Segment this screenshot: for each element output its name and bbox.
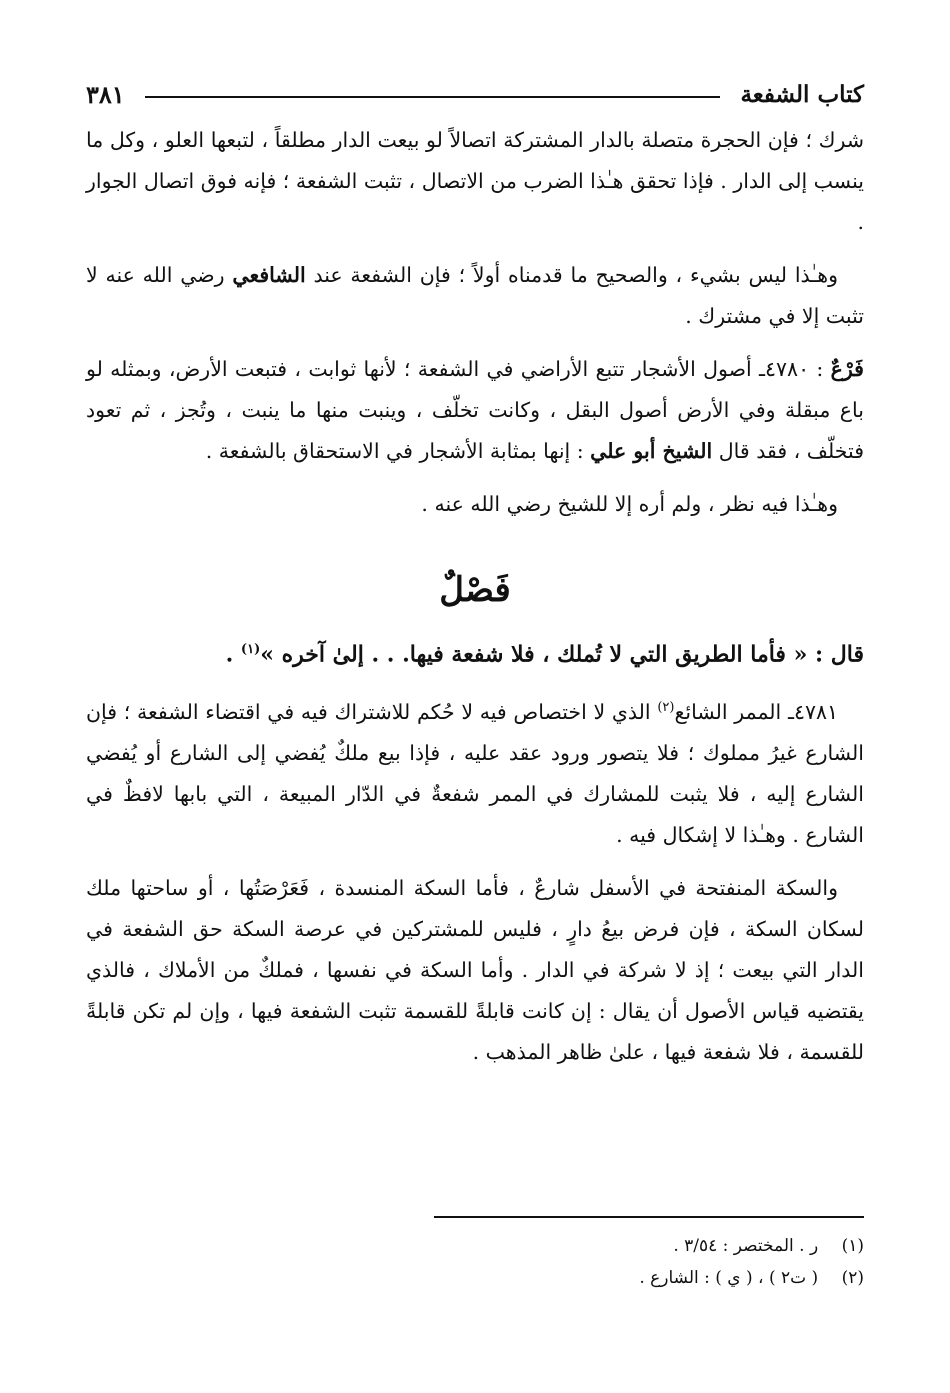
paragraph-3-part-b: : إنها بمثابة الأشجار في الاستحقاق بالشفعة . (205, 439, 584, 463)
footnote-ref-2: (٢) (657, 700, 675, 716)
main-text (86, 120, 864, 1085)
paragraph-5 (86, 687, 864, 856)
paragraph-4: وهـٰذا فيه نظر ، ولم أره إلا للشيخ رضي الله عنه . (421, 492, 838, 516)
paragraph-2-part-a: وهـٰذا ليس بشيء ، والصحيح ما قدمناه أولاً ؛ فإن الشفعة عند (313, 263, 838, 287)
paragraph-2 (86, 255, 864, 337)
paragraph-3 (86, 349, 864, 472)
paragraph-3-part-a: : ٤٧٨٠ـ أصول الأشجار تتبع الأراضي في الشفعة ؛ لأنها ثوابت ، فتبعت الأرض، وبمثله لو باع مبقلة وفي الأرض أصول البقل ، وكانت تخلّف ، وينبت منها ما ينبت ، وتُجز ، ثم تعود فتخلّف ، فقد قال (86, 357, 864, 463)
footnote-2-number: (٢) (841, 1268, 864, 1288)
quoted-statement-end: . (225, 641, 241, 668)
footnote-1-text: ر . المختصر : ٣/٥٤ . (673, 1236, 819, 1256)
footnote-separator (434, 1216, 864, 1218)
footnote-2 (86, 1262, 864, 1294)
quoted-statement (86, 629, 864, 675)
quoted-statement-text: قال : « فأما الطريق التي لا تُملك ، فلا شفعة فيها. . . إلىٰ آخره » (260, 641, 864, 668)
paragraph-6: والسكة المنفتحة في الأسفل شارعٌ ، فأما السكة المنسدة ، فَعَرْصَتُها ، أو ساحتها ملك لسكان السكة ، فإن فرض بيعُ دارٍ ، فليس للمشتركين في عرصة السكة حق الشفعة في الدار التي بيعت ؛ إذ لا شركة في الدار . وأما السكة في نفسها ، فملكٌ من الأملاك ، فالذي يقتضيه قياس الأصول أن يقال : إن كانت قابلةً للقسمة تثبت الشفعة فيها ، وإن لم تكن قابلةً للقسمة ، فلا شفعة فيها ، علىٰ ظاهر المذهب . (86, 876, 864, 1065)
scholar-name-shafii: الشافعي (232, 263, 306, 287)
paragraph-1: شرك ؛ فإن الحجرة متصلة بالدار المشتركة اتصالاً لو بيعت الدار مطلقاً ، لتبعها العلو ، وكل ما ينسب إلى الدار . فإذا تحقق هـٰذا الضرب من الاتصال ، تثبت الشفعة ؛ فإنه فوق اتصال الجوار . (86, 128, 864, 234)
book-title: كتاب الشفعة (740, 80, 864, 108)
far-label: فَرْعٌ (830, 357, 864, 381)
footnote-1 (86, 1230, 864, 1262)
footnote-2-text: ( ت٢ ) ، ( ي ) : الشارع . (639, 1268, 819, 1288)
paragraph-2-part-b: رضي الله عنه لا تثبت إلا في مشترك . (86, 263, 864, 328)
scholar-name-abu-ali: الشيخ أبو علي (590, 439, 713, 463)
footnote-1-number: (١) (841, 1236, 864, 1256)
running-header (86, 74, 864, 114)
header-rule (145, 96, 721, 98)
footnotes (86, 1230, 864, 1294)
paragraph-5-part-b: الذي لا اختصاص فيه لا حُكم للاشتراك فيه في اقتضاء الشفعة ؛ فإن الشارع غيرُ مملوك ؛ فلا يتصور ورود عقد عليه ، فإذا بيع ملكٌ يُفضي إلى الشارع أو يُفضي الشارع إليه ، فلا يثبت للمشارك في الممر شفعةٌ في الدّار المبيعة ، التي بابها لافظٌ في الشارع . وهـٰذا لا إشكال فيه . (86, 700, 864, 848)
page-number: ٣٨١ (86, 79, 125, 109)
section-heading: فَصْلٌ (439, 570, 511, 610)
paragraph-5-part-a: ٤٧٨١ـ الممر الشائع (674, 700, 838, 725)
footnote-ref-1: (١) (240, 642, 261, 657)
